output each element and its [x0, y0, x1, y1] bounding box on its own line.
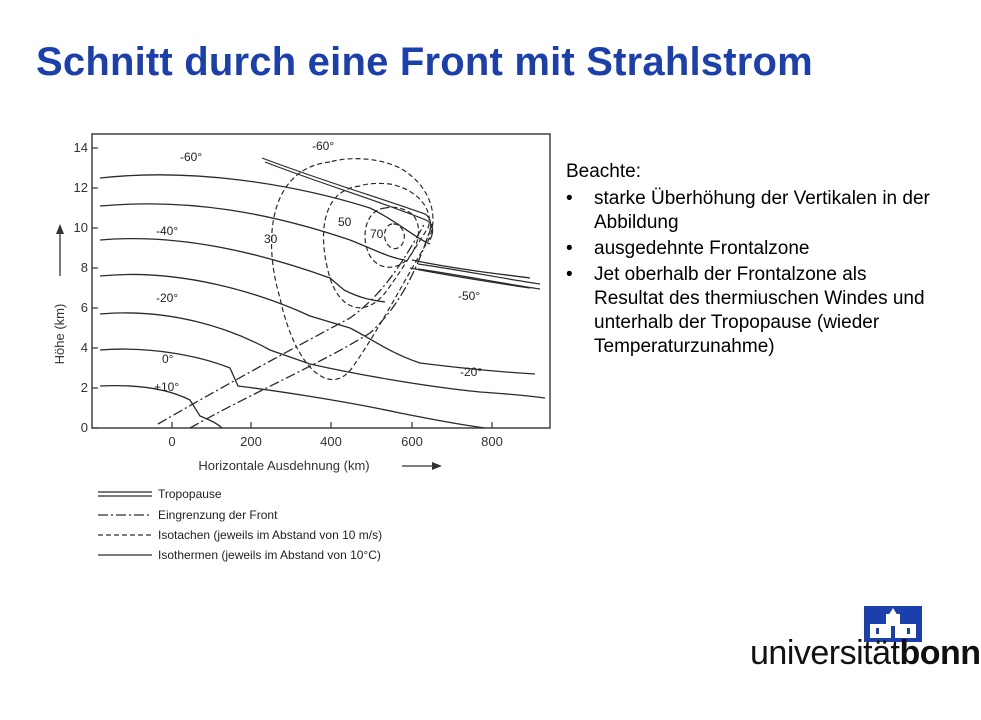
- legend: [98, 487, 382, 562]
- front-cross-section-diagram: [40, 128, 560, 568]
- legend-label: Isothermen (jeweils im Abstand von 10°C): [158, 548, 381, 562]
- x-tick-label: 800: [481, 434, 503, 449]
- x-tick-marks: [172, 422, 492, 428]
- legend-item-tropopause: [98, 487, 222, 501]
- x-tick-label: 0: [168, 434, 176, 449]
- slide-title: Schnitt durch eine Front mit Strahlstrom: [36, 40, 813, 84]
- notes-panel: [566, 160, 936, 361]
- isotach-30: [272, 159, 433, 380]
- legend-item-isotherms: [98, 548, 381, 562]
- legend-item-isotachs: [98, 528, 382, 542]
- notes-item: • Jet oberhalb der Frontalzone als Resultat des thermiuschen Windes und unterhalb der Tropopause (wieder Temperaturzunahme): [566, 263, 936, 359]
- y-axis-title: Höhe (km): [52, 303, 67, 365]
- isotach-label: 70: [370, 227, 384, 241]
- isotach-label: 50: [338, 215, 352, 229]
- x-tick-label: 600: [401, 434, 423, 449]
- y-tick-label: 0: [80, 420, 88, 435]
- isotherm-line: [100, 239, 385, 302]
- notes-item: • starke Überhöhung der Vertikalen in der Abbildung: [566, 187, 936, 235]
- notes-heading: Beachte:: [566, 161, 641, 182]
- isotherm-label: -50°: [458, 289, 481, 303]
- x-axis-arrow-icon: [402, 462, 442, 470]
- logo-wordmark: [750, 634, 981, 673]
- legend-label: Eingrenzung der Front: [158, 508, 278, 522]
- isotherm-line: [100, 204, 405, 260]
- front-boundaries: [158, 223, 432, 428]
- y-tick-label: 8: [80, 260, 88, 275]
- y-tick-label: 12: [73, 180, 88, 195]
- y-tick-label: 2: [80, 380, 88, 395]
- legend-item-front-boundary: [98, 508, 278, 522]
- legend-label: Tropopause: [158, 487, 222, 501]
- isotach-70-inner: [385, 224, 405, 249]
- legend-label: Isotachen (jeweils im Abstand von 10 m/s): [158, 528, 383, 542]
- x-axis-title: Horizontale Ausdehnung (km): [198, 458, 370, 473]
- isotach-label: 30: [264, 232, 278, 246]
- isotherm-label: -20°: [156, 291, 179, 305]
- tropopause-line: [418, 264, 540, 284]
- isotherm-label: 0°: [162, 352, 174, 366]
- notes-list: [566, 187, 936, 359]
- y-tick-label: 4: [80, 340, 88, 355]
- tropopause-line: [418, 269, 540, 289]
- y-axis-arrow-icon: [56, 224, 64, 276]
- y-tick-label: 10: [73, 220, 88, 235]
- isotherm-label: +10°: [154, 380, 180, 394]
- logo-text-bold: bonn: [899, 634, 981, 672]
- y-tick-label: 14: [73, 140, 88, 155]
- isotherm-label: -60°: [180, 150, 203, 164]
- isotherm-label: -20°: [460, 365, 483, 379]
- notes-item: • ausgedehnte Frontalzone: [566, 237, 936, 261]
- isotachs: [272, 159, 433, 380]
- y-tick-marks: [92, 148, 98, 428]
- logo-text-regular: universität: [750, 634, 900, 672]
- x-tick-label: 200: [240, 434, 262, 449]
- x-tick-label: 400: [320, 434, 342, 449]
- diagram-svg: [40, 128, 560, 568]
- y-tick-label: 6: [80, 300, 88, 315]
- front-boundary-line: [190, 224, 432, 428]
- isotherm-line: [412, 260, 530, 278]
- isotherm-label: -40°: [156, 224, 179, 238]
- university-logo: [750, 606, 981, 672]
- isotherm-label: -60°: [312, 139, 335, 153]
